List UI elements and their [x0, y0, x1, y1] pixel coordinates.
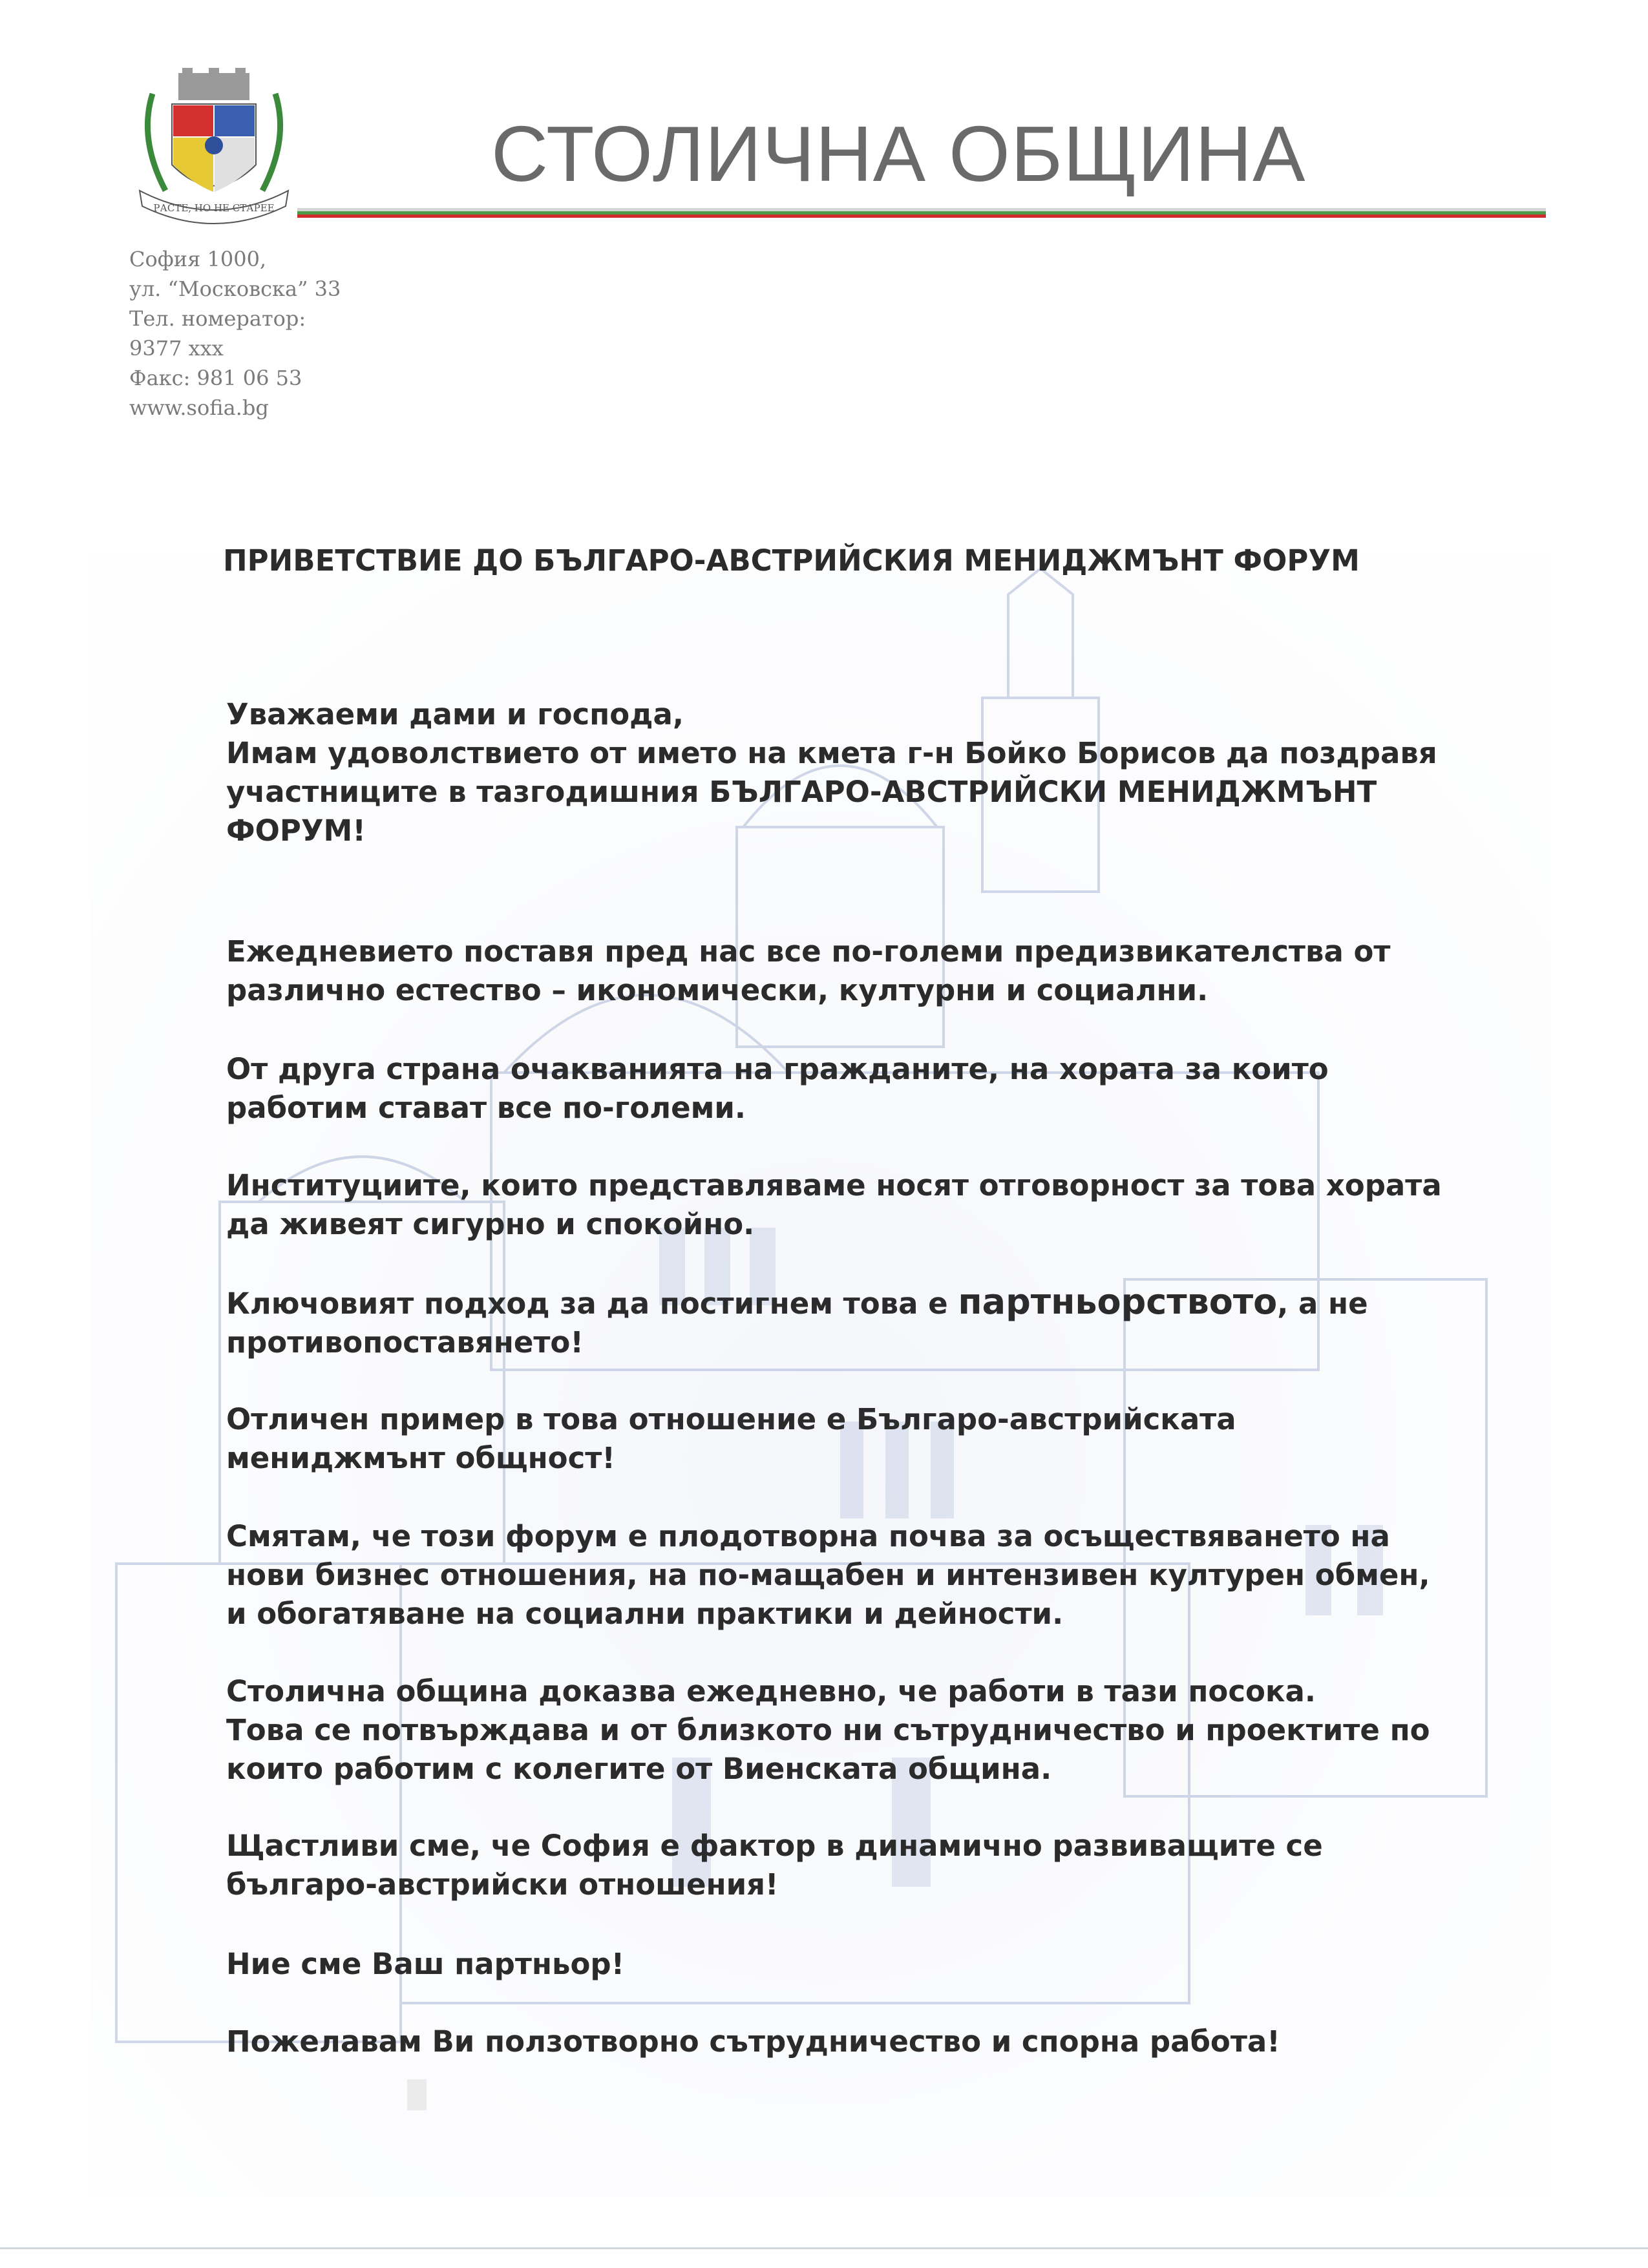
paragraph-line: Столична община доказва ежедневно, че работи в тази посока.	[226, 1674, 1316, 1708]
paragraph-line: От друга страна очакванията на гражданите, на хората за които	[226, 1052, 1329, 1086]
website-link[interactable]: www.sofia.bg	[129, 395, 269, 420]
address-block	[129, 244, 341, 423]
greeting-paragraph	[226, 695, 1437, 850]
paragraph-line: Това се потвърждава и от близкото ни сътрудничество и проектите по	[226, 1713, 1430, 1747]
phone-label: Тел. номератор:	[129, 306, 306, 331]
scan-artifact	[407, 2079, 427, 2110]
paragraph-line: противопоставянето!	[226, 1325, 584, 1360]
address-street: ул. “Московска” 33	[129, 277, 341, 301]
fax-number: Факс: 981 06 53	[129, 366, 302, 390]
paragraph-line: Смятам, че този форум е плодотворна почва за осъществяването на	[226, 1519, 1390, 1553]
paragraph-line: различно естество – икономически, културни и социални.	[226, 973, 1209, 1007]
greeting-line: Уважаеми дами и господа,	[226, 697, 684, 731]
partnership-text-before: Ключовият подход за да постигнем това е	[226, 1286, 958, 1321]
paragraph-line: мениджмънт общност!	[226, 1441, 615, 1475]
paragraph-institutions	[226, 1166, 1442, 1244]
paragraph-line: Щастливи сме, че София е фактор в динамично развиващите се	[226, 1829, 1323, 1863]
paragraph-line: Ние сме Ваш партньор!	[226, 1947, 625, 1981]
crest-motto: РАСТЕ, НО НЕ СТАРЕЕ	[153, 202, 275, 214]
paragraph-example	[226, 1400, 1236, 1478]
paragraph-line: които работим с колегите от Виенската община.	[226, 1752, 1052, 1786]
paragraph-line: работим стават все по-големи.	[226, 1091, 746, 1125]
paragraph-line: да живеят сигурно и спокойно.	[226, 1207, 755, 1241]
paragraph-relations	[226, 1827, 1323, 1904]
partnership-emphasis: партньорството	[958, 1281, 1278, 1322]
paragraph-line: Отличен пример в това отношение е Българо-австрийската	[226, 1402, 1236, 1436]
paragraph-line: нови бизнес отношения, на по-мащабен и интензивен културен обмен,	[226, 1558, 1430, 1592]
letter-heading: ПРИВЕТСТВИЕ ДО БЪЛГАРО-АВСТРИЙСКИЯ МЕНИДЖМЪНТ ФОРУМ	[223, 543, 1360, 578]
paragraph-partnership	[226, 1283, 1368, 1362]
paragraph-line: българо-австрийски отношения!	[226, 1867, 779, 1902]
paragraph-expectations	[226, 1050, 1329, 1128]
paragraph-forum	[226, 1517, 1430, 1633]
greeting-line: Имам удоволствието от името на кмета г-н Бойко Борисов да поздравя	[226, 736, 1437, 770]
partnership-text-after: , а не	[1277, 1286, 1368, 1321]
paragraph-challenges	[226, 932, 1390, 1010]
paragraph-closing	[226, 2022, 1280, 2061]
organization-name: СТОЛИЧНА ОБЩИНА	[491, 110, 1306, 198]
header-divider	[297, 208, 1546, 218]
paragraph-partner	[226, 1945, 624, 1984]
sofia-coat-of-arms	[127, 68, 301, 229]
greeting-line: участниците в тазгодишния БЪЛГАРО-АВСТРИЙСКИ МЕНИДЖМЪНТ	[226, 775, 1377, 809]
paragraph-line: и обогатяване на социални практики и дейности.	[226, 1597, 1064, 1631]
paragraph-municipality	[226, 1672, 1430, 1789]
address-city: София 1000,	[129, 247, 267, 271]
phone-number: 9377 xxx	[129, 336, 224, 361]
page-bottom-edge	[0, 2247, 1648, 2249]
paragraph-line: Пожелавам Ви ползотворно сътрудничество и спорна работа!	[226, 2024, 1280, 2059]
paragraph-line: Институциите, които представляваме носят отговорност за това хората	[226, 1168, 1442, 1202]
paragraph-line	[226, 1283, 1368, 1323]
paragraph-line: Ежедневието поставя пред нас все по-големи предизвикателства от	[226, 934, 1391, 969]
greeting-line: ФОРУМ!	[226, 814, 366, 848]
